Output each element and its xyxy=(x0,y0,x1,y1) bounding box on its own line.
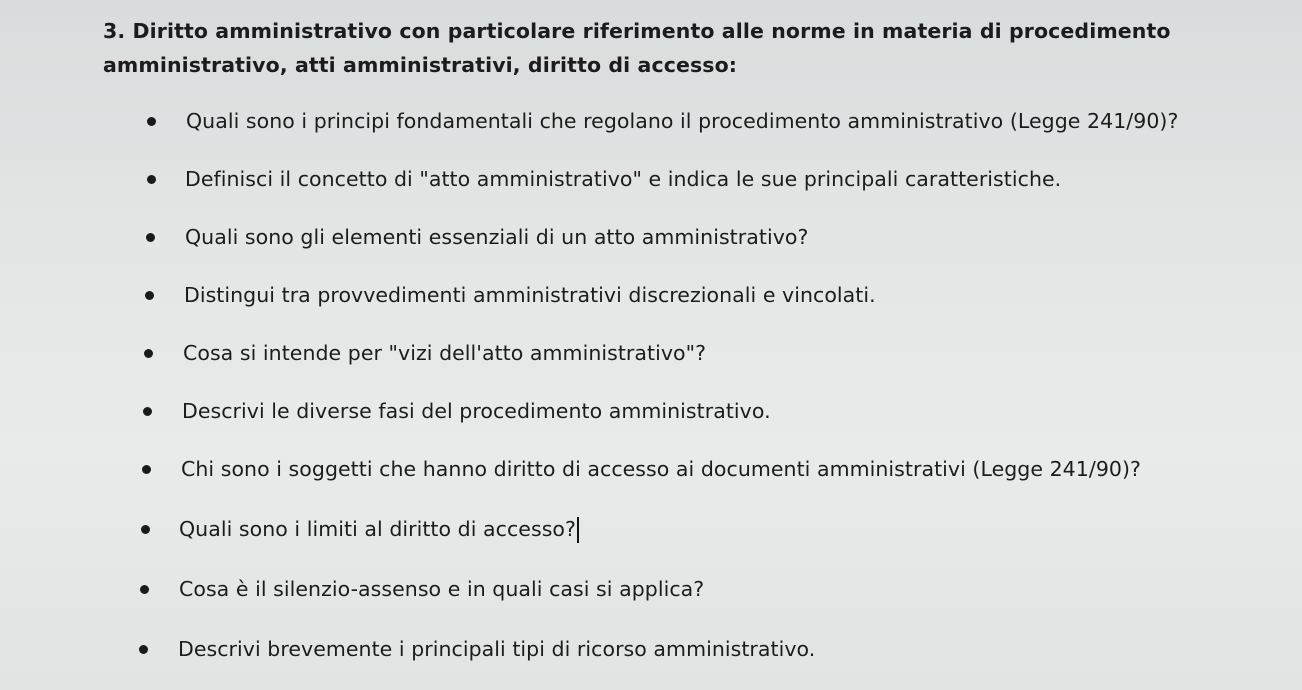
bullet-icon xyxy=(145,291,154,300)
question-text: Definisci il concetto di "atto amministrativo" e indica le sue principali caratteristiche. xyxy=(185,167,1062,191)
bullet-icon xyxy=(147,117,156,126)
question-text: Chi sono i soggetti che hanno diritto di accesso ai documenti amministrativi (Legge 241/90)? xyxy=(181,457,1141,481)
bullet-icon xyxy=(144,349,153,358)
text-cursor xyxy=(577,517,579,543)
question-text: Quali sono i limiti al diritto di accesso? xyxy=(179,514,579,544)
bullet-icon xyxy=(143,407,152,416)
question-text: Quali sono i principi fondamentali che regolano il procedimento amministrativo (Legge 241/90)? xyxy=(186,109,1179,133)
bullet-icon xyxy=(146,233,155,242)
bullet-icon xyxy=(147,175,156,184)
bullet-icon xyxy=(141,525,150,534)
section-heading: 3. Diritto amministrativo con particolare riferimento alle norme in materia di procedimento amministrativo, atti amministrativi, diritto di accesso: xyxy=(103,19,1171,77)
question-text: Descrivi brevemente i principali tipi di ricorso amministrativo. xyxy=(178,637,816,661)
question-text: Cosa è il silenzio-assenso e in quali casi si applica? xyxy=(179,577,705,601)
question-text: Cosa si intende per "vizi dell'atto amministrativo"? xyxy=(183,341,707,365)
question-text: Quali sono gli elementi essenziali di un atto amministrativo? xyxy=(185,225,809,249)
bullet-icon xyxy=(140,585,149,594)
bullet-icon xyxy=(139,645,148,654)
question-text: Distingui tra provvedimenti amministrativi discrezionali e vincolati. xyxy=(184,283,876,307)
question-text: Descrivi le diverse fasi del procedimento amministrativo. xyxy=(182,399,771,423)
bullet-icon xyxy=(142,465,151,474)
